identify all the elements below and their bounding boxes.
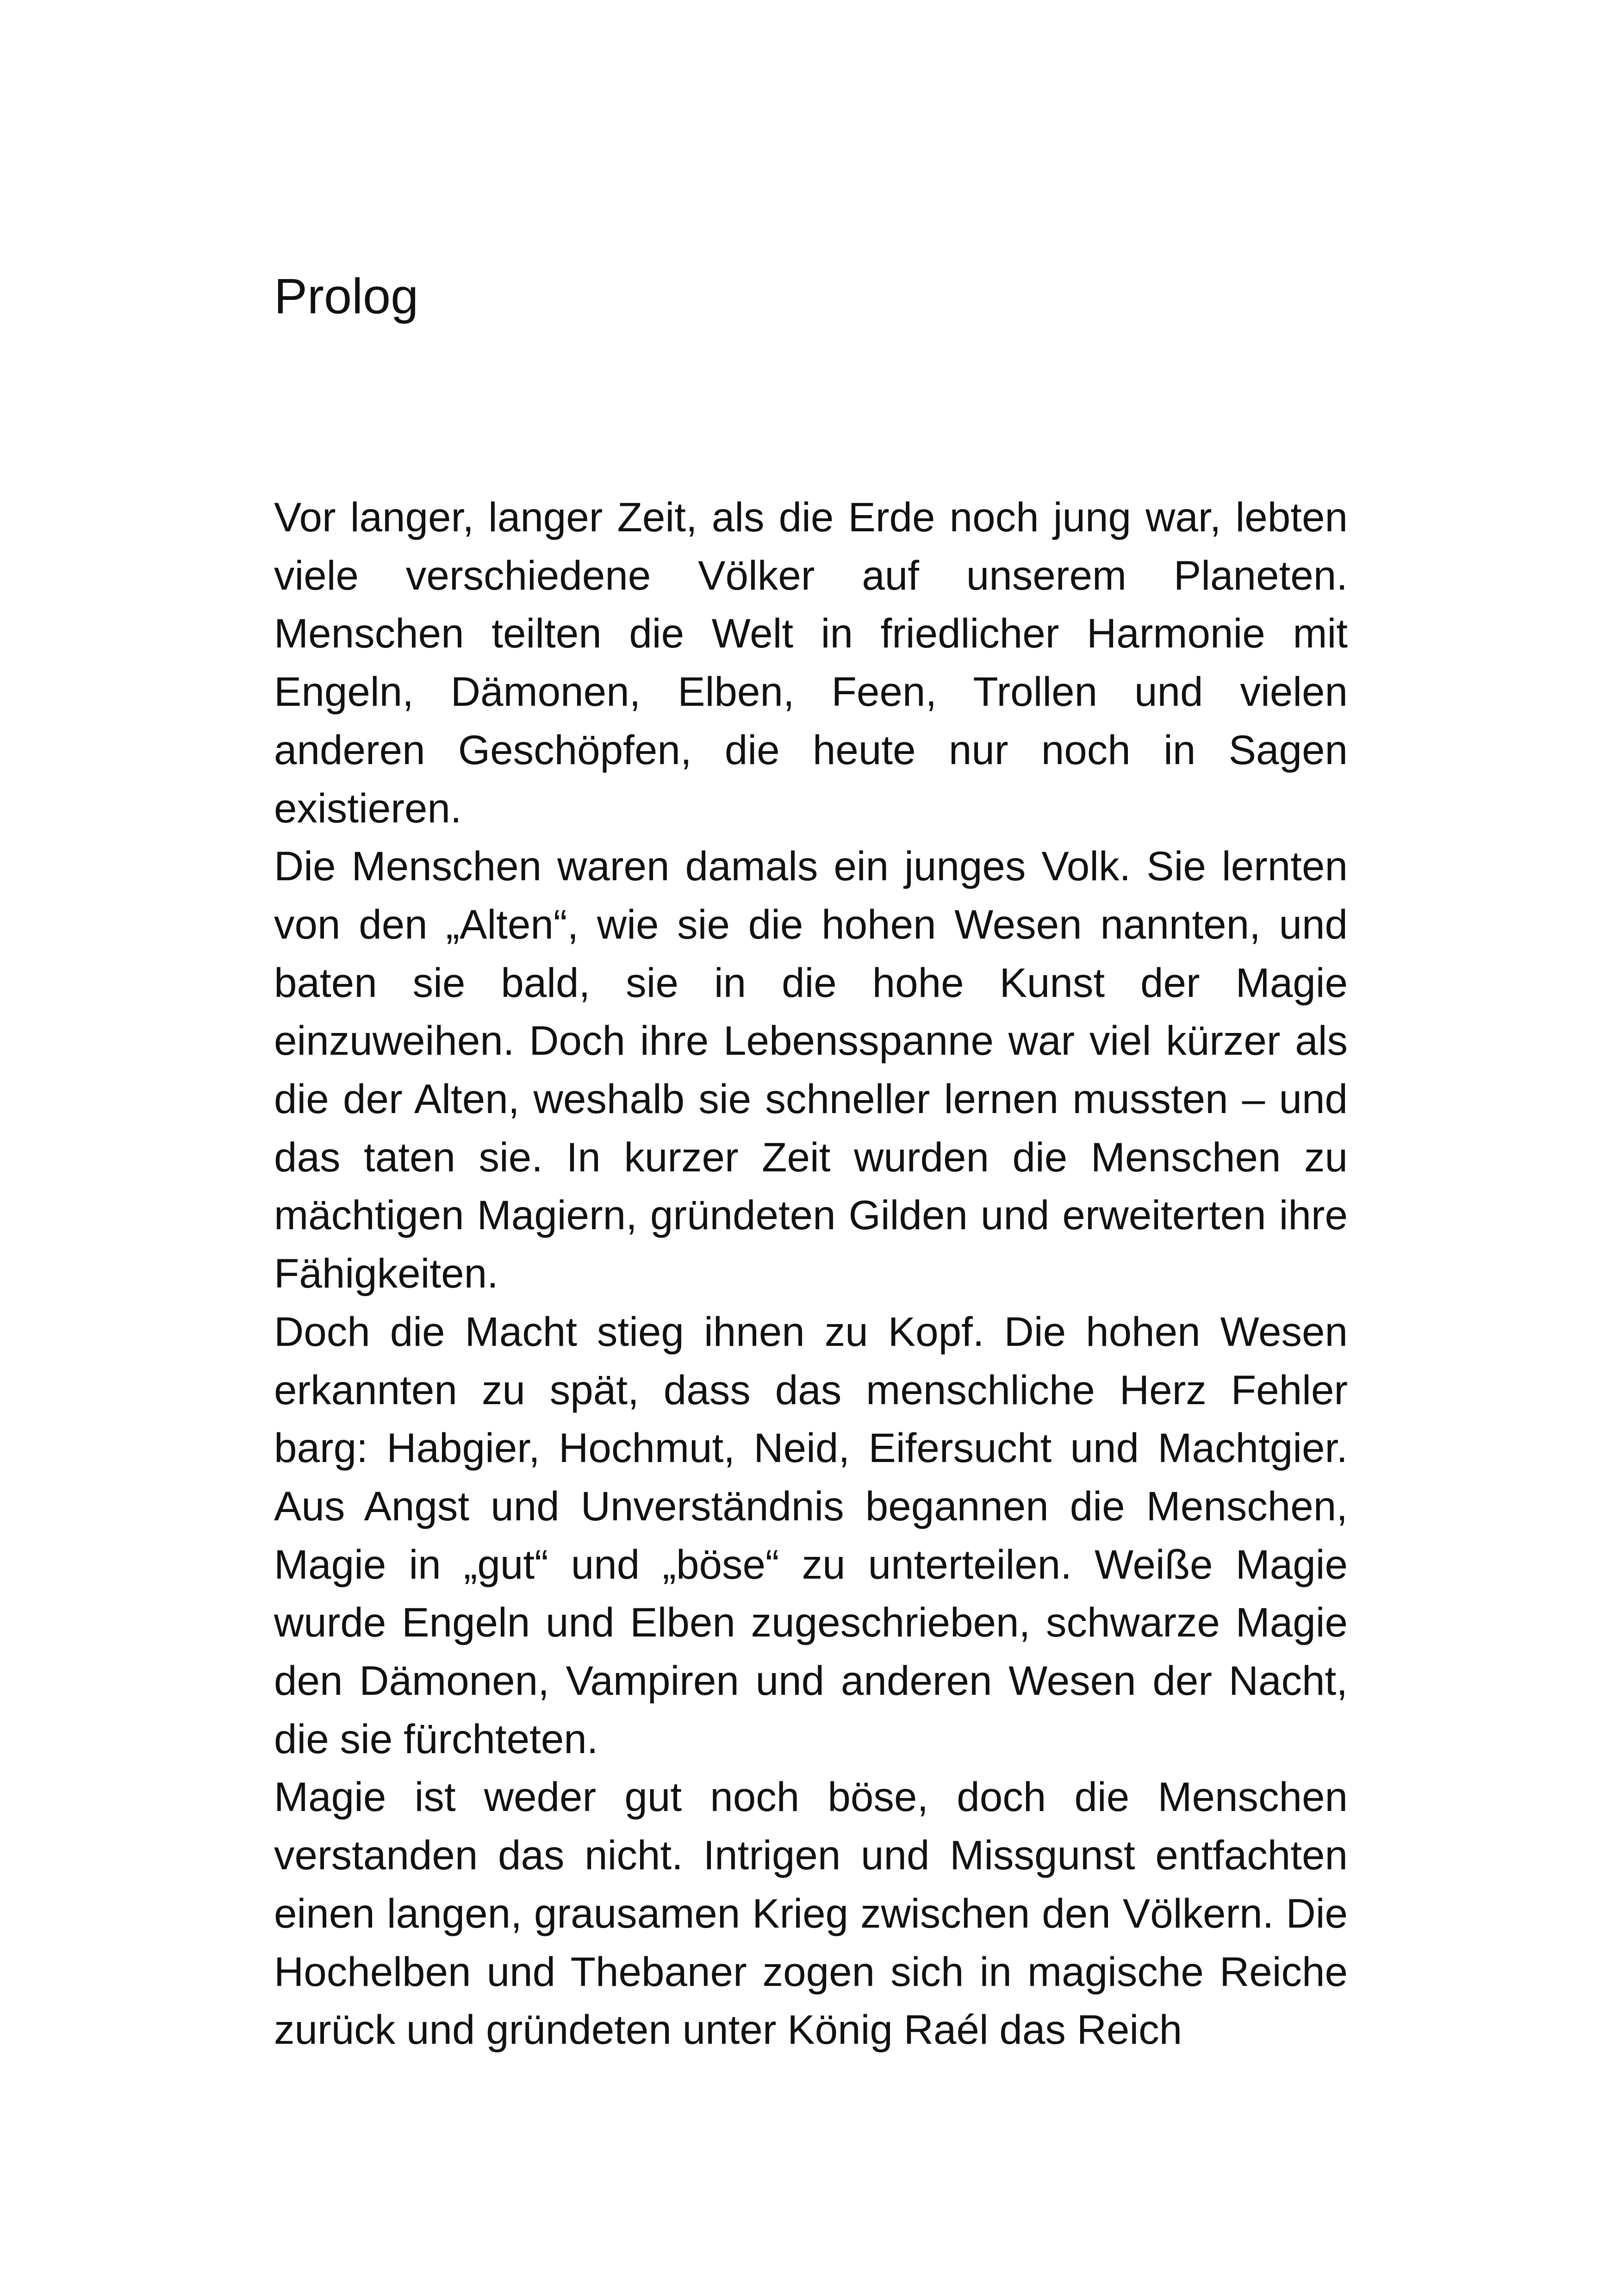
paragraph-3: Doch die Macht stieg ihnen zu Kopf. Die hohen Wesen erkannten zu spät, dass das menschliche Herz Fehler barg: Habgier, Hochmut, Neid, Eifersucht und Machtgier. Aus Angst und Unverständnis begannen die Menschen, Magie in „gut“ und „böse“ zu unterteilen. Weiße Magie wurde Engeln und Elben zugeschrieben, schwarze Magie den Dämonen, Vampiren und anderen Wesen der Nacht, die sie fürchteten.: [274, 1308, 1348, 1762]
paragraph-4: Magie ist weder gut noch böse, doch die Menschen verstanden das nicht. Intrigen und Missgunst entfachten einen langen, grausamen Krieg zwischen den Völkern. Die Hochelben und Thebaner zogen sich in magische Reiche zurück und gründeten unter König Raél das Reich: [274, 1773, 1348, 2053]
body-text: [274, 488, 1348, 2059]
chapter-title: Prolog: [274, 268, 419, 324]
paragraph-1: Vor langer, langer Zeit, als die Erde noch jung war, lebten viele verschiedene Völker auf unserem Planeten. Menschen teilten die Welt in friedlicher Harmonie mit Engeln, Dämonen, Elben, Feen, Trollen und vielen anderen Geschöpfen, die heute nur noch in Sagen existieren.: [274, 494, 1348, 831]
paragraph-2: Die Menschen waren damals ein junges Volk. Sie lernten von den „Alten“, wie sie die hohen Wesen nannten, und baten sie bald, sie in die hohe Kunst der Magie einzuweihen. Doch ihre Lebensspanne war viel kürzer als die der Alten, weshalb sie schneller lernen mussten – und das taten sie. In kurzer Zeit wurden die Menschen zu mächtigen Magiern, gründeten Gilden und erweiterten ihre Fähigkeiten.: [274, 843, 1348, 1297]
